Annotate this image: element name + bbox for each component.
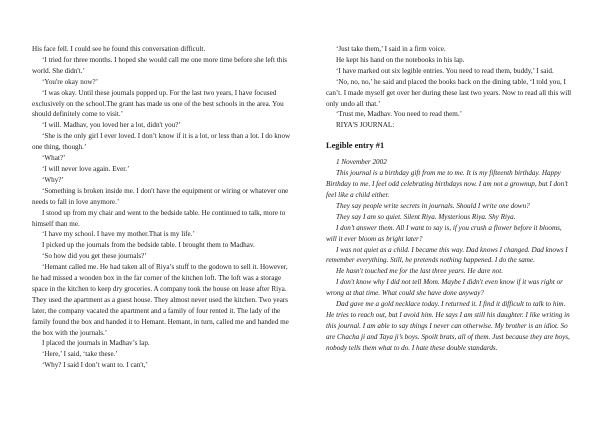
journal-paragraph: I don’t answer them. All I want to say is, if you crush a flower before it blooms, will it ever bloom as bright later? — [326, 223, 562, 243]
journal-paragraph: He hasn't touched me for the last three years. He dare not. — [336, 267, 503, 276]
journal-paragraph: They say I am so quiet. Silent Riya. Mysterious Riya. Shy Riya. — [336, 212, 516, 221]
paragraph: ‘Something is broken inside me. I don't have the equipment or wiring or whatever one needs to fall in love anymore.’ — [32, 186, 289, 206]
paragraph: ‘I was okay. Until these journals popped up. For the last two years, I have focused exclusively on the school.The grant has made us one of the best schools in the area. You should definitely come to visit.’ — [32, 88, 284, 119]
paragraph: ‘Just take them,’ I said in a firm voice. — [336, 45, 446, 53]
paragraph: ‘I have my school. I have my mother.That is my life.’ — [42, 230, 195, 239]
paragraph: I picked up the journals from the bedside table. I brought them to Madhav. — [42, 241, 255, 250]
journal-heading: RIYA'S JOURNAL: — [336, 121, 395, 130]
paragraph: ‘Here,’ I said, ‘take these.’ — [42, 350, 118, 359]
paragraph: ‘Trust me, Madhav. You need to read them.’ — [336, 110, 463, 119]
paragraph: ‘You're okay now?’ — [42, 77, 99, 86]
paragraph: ‘So how did you get these journals?’ — [42, 252, 147, 261]
paragraph: ‘I tried for three months. I hoped she would call me one more time before she left this world. She didn't.’ — [32, 55, 288, 75]
paragraph: ‘What?’ — [42, 154, 66, 163]
paragraph: ‘Why? I said I don’t want to. I can't,’ — [42, 361, 148, 370]
paragraph: ‘I will. Madhav, you loved her a lot, didn't you?’ — [42, 121, 181, 130]
paragraph: ‘I have marked out six legible entries. You need to read them, buddy,’ I said. — [336, 66, 554, 75]
journal-paragraph: Dad gave me a gold necklace today. I returned it. I find it difficult to talk to him. He tries to reach out, but I avoid him. He says I am still his daughter. I like writing in this journal. I am able to say things I never can otherwise. My brother is an idiot. So are Chacha ji and Taya ji’s boys. Spoilt brats, all of them. Just because they are boys, nobody tells them what to do. I hate these double standards. — [326, 300, 570, 352]
entry-date: 1 November 2002 — [336, 158, 387, 167]
paragraph: I stood up from my chair and went to the bedside table. He continued to talk, more to himself than me. — [32, 208, 286, 228]
paragraph: His face fell. I could see he found this conversation difficult. — [32, 45, 206, 53]
paragraph: I placed the journals in Madhav’s lap. — [42, 339, 150, 348]
right-page — [326, 44, 572, 354]
entry-title: Legible entry #1 — [326, 141, 385, 151]
journal-paragraph: I was not quiet as a child. I became this way. Dad knows I changed. Dad knows I remember everything. Still, he pretends nothing happened. I do the same. — [326, 245, 568, 265]
left-page — [32, 44, 294, 371]
paragraph: ‘Hemant called me. He had taken all of Riya’s stuff to the godown to sell it. However, he had missed a wooden box in the far corner of the kitchen loft. The loft was a storage space in the kitchen to keep dry groceries. A company took the house on lease after Riya. They used the apartment as a guest house. They almost never used the kitchen. Two years later, the company vacated the apartment and a family of four rented it. The lady of the family found the box and handed it to Hemant. Hemant, in turn, called me and handed me the box with the journals.’ — [32, 263, 289, 337]
paragraph: ‘Why?’ — [42, 175, 64, 184]
paragraph: ‘She is the only girl I ever loved. I don’t know if it is a lot, or less than a lot. I do know one thing, though.’ — [32, 132, 291, 152]
journal-paragraph: I don't know why I did not tell Mom. Maybe I didn't even know if it was right or wrong at that time. What could she have done anyway? — [326, 278, 563, 298]
journal-paragraph: This journal is a birthday gift from me to me. It is my fifteenth birthday. Happy Birthday to me. I feel odd celebrating birthdays now. I am not a grownup, but I don’t feel like a child either. — [326, 169, 568, 199]
journal-paragraph: They say people write secrets in journals. Should I write one down? — [336, 201, 530, 210]
paragraph: He kept his hand on the notebooks in his lap. — [336, 55, 465, 64]
paragraph: ‘No, no, no,’ he said and placed the books back on the dining table, ‘I told you, I can’t. I made myself get over her during these last two years. Now to read all this will only undo all that.’ — [326, 77, 572, 108]
paragraph: ‘I will never love again. Ever.’ — [42, 164, 130, 173]
